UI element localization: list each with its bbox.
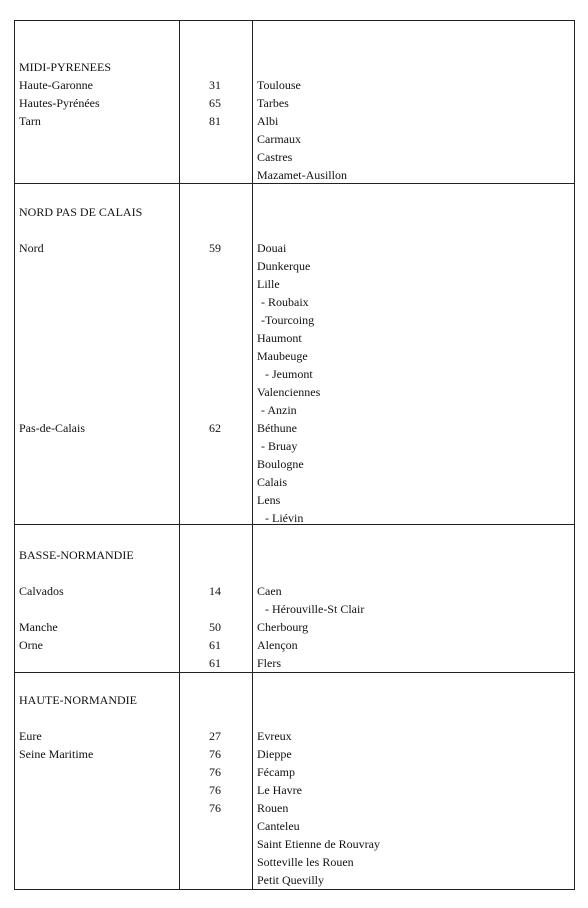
- city-name: Boulogne: [257, 457, 304, 471]
- city-name: Lille: [257, 277, 280, 291]
- city-name: - Hérouville-St Clair: [265, 602, 365, 616]
- department-code: 61: [209, 638, 221, 652]
- department-code: 76: [209, 765, 221, 779]
- city-name: Maubeuge: [257, 349, 308, 363]
- department-code: 14: [209, 584, 221, 598]
- region-table: [14, 20, 575, 890]
- city-name: Caen: [257, 584, 282, 598]
- department-code: 65: [209, 96, 221, 110]
- city-name: Haumont: [257, 331, 302, 345]
- city-name: Flers: [257, 656, 281, 670]
- city-name: - Bruay: [261, 439, 298, 453]
- department-code: 27: [209, 729, 221, 743]
- city-name: Toulouse: [257, 78, 301, 92]
- department-name: Nord: [19, 241, 44, 255]
- city-name: Valenciennes: [257, 385, 321, 399]
- department-name: Orne: [19, 638, 43, 652]
- department-name: Eure: [19, 729, 42, 743]
- city-name: Alençon: [257, 638, 298, 652]
- department-code: 31: [209, 78, 221, 92]
- department-name: Seine Maritime: [19, 747, 94, 761]
- city-name: -Tourcoing: [261, 313, 315, 327]
- city-name: - Liévin: [265, 511, 304, 525]
- city-name: Rouen: [257, 801, 289, 815]
- city-name: Saint Etienne de Rouvray: [257, 837, 380, 851]
- city-name: Douai: [257, 241, 287, 255]
- department-code: 76: [209, 783, 221, 797]
- region-heading: HAUTE-NORMANDIE: [19, 693, 137, 707]
- section-divider: [15, 183, 574, 184]
- city-name: Canteleu: [257, 819, 300, 833]
- region-heading: BASSE-NORMANDIE: [19, 548, 134, 562]
- city-name: Petit Quevilly: [257, 873, 324, 887]
- department-code: 50: [209, 620, 221, 634]
- city-name: Cherbourg: [257, 620, 309, 634]
- city-name: Calais: [257, 475, 287, 489]
- region-heading: MIDI-PYRENEES: [19, 60, 111, 74]
- city-name: Evreux: [257, 729, 292, 743]
- section-divider: [15, 672, 574, 673]
- department-code: 76: [209, 801, 221, 815]
- city-name: Sotteville les Rouen: [257, 855, 354, 869]
- department-code: 81: [209, 114, 221, 128]
- department-name: Pas-de-Calais: [19, 421, 85, 435]
- department-name: Manche: [19, 620, 58, 634]
- department-name: Hautes-Pyrénées: [19, 96, 100, 110]
- department-name: Calvados: [19, 584, 64, 598]
- city-name: - Anzin: [261, 403, 297, 417]
- department-code: 59: [209, 241, 221, 255]
- city-name: Le Havre: [257, 783, 302, 797]
- city-name: Castres: [257, 150, 293, 164]
- city-name: Carmaux: [257, 132, 301, 146]
- city-name: Béthune: [257, 421, 297, 435]
- city-name: Mazamet-Ausillon: [257, 168, 347, 182]
- department-code: 62: [209, 421, 221, 435]
- city-name: Fécamp: [257, 765, 295, 779]
- city-name: Dieppe: [257, 747, 292, 761]
- city-name: - Jeumont: [265, 367, 313, 381]
- department-name: Tarn: [19, 114, 41, 128]
- city-name: Tarbes: [257, 96, 289, 110]
- city-name: Albi: [257, 114, 279, 128]
- department-code: 61: [209, 656, 221, 670]
- city-name: Dunkerque: [257, 259, 311, 273]
- region-heading: NORD PAS DE CALAIS: [19, 205, 143, 219]
- column-divider: [252, 21, 253, 889]
- city-name: Lens: [257, 493, 281, 507]
- department-code: 76: [209, 747, 221, 761]
- city-name: - Roubaix: [261, 295, 309, 309]
- department-name: Haute-Garonne: [19, 78, 93, 92]
